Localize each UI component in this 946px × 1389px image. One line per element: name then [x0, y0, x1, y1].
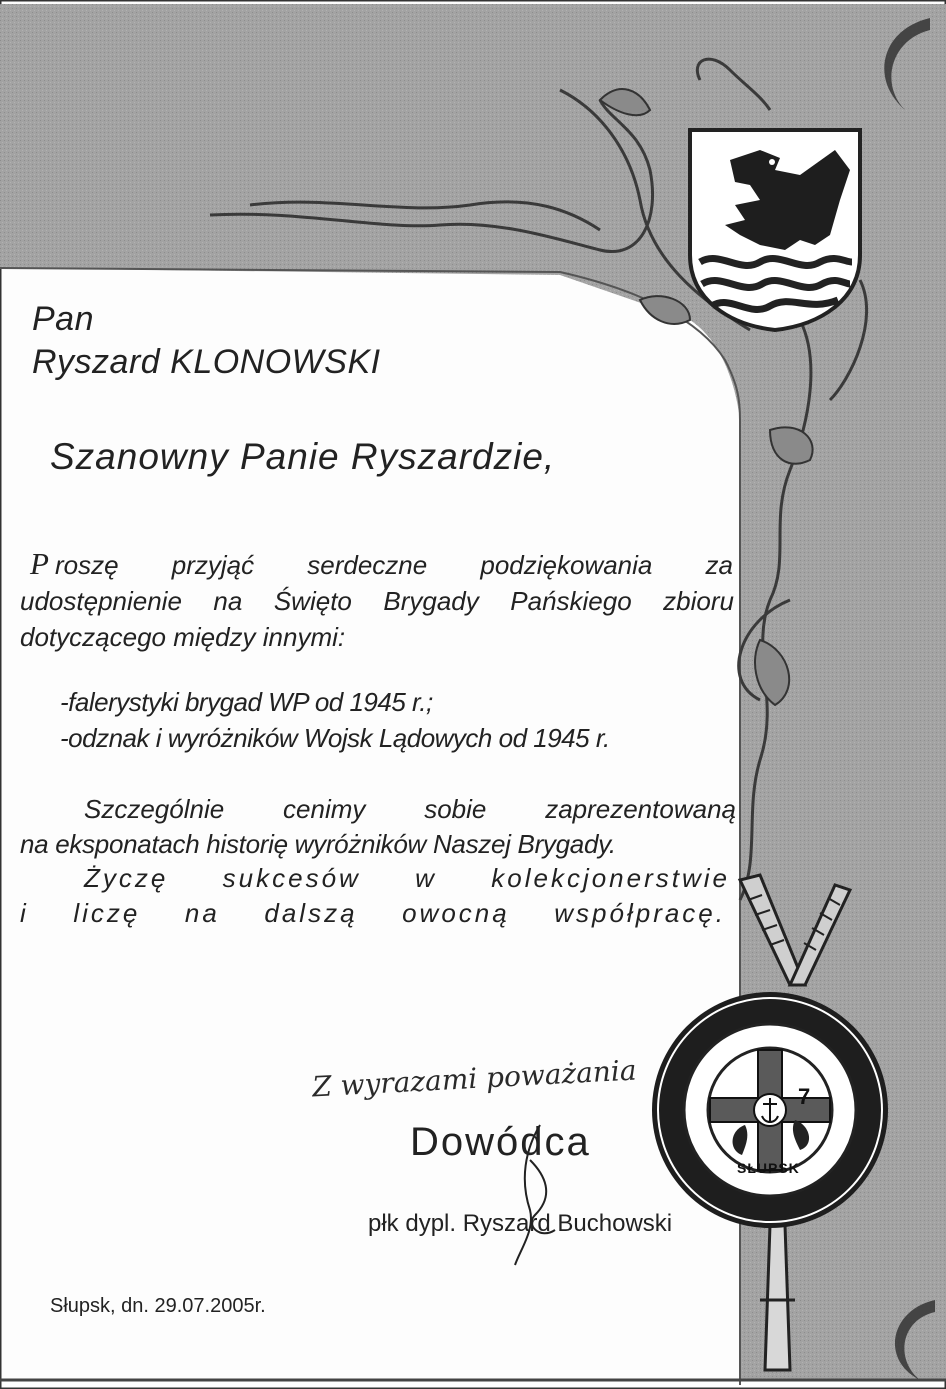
emblem-number: 7 [798, 1084, 811, 1109]
para1-line1-text: roszę przyjąć serdeczne podziękowania za [55, 550, 733, 580]
para2-line2: na eksponatach historię wyróżników Naszej Brygady. [20, 829, 616, 859]
handwritten-note: Z wyrazami poważania [311, 1053, 638, 1104]
unit-emblem [652, 992, 888, 1228]
para3-line2: i liczę na dalszą owocną współpracę. [20, 898, 726, 928]
place-date: Słupsk, dn. 29.07.2005r. [50, 1295, 266, 1317]
para1-line2: udostępnienie na Święto Brygady Pańskiego zbioru [20, 586, 734, 616]
signer-title: Dowódca [410, 1120, 591, 1164]
list-item-1: -falerystyki brygad WP od 1945 r.; [60, 687, 433, 717]
para3-line1: Życzę sukcesów w kolekcjonerstwie [84, 863, 730, 893]
emblem-city: SŁUPSK [737, 1160, 800, 1176]
para1-line3: dotyczącego między innymi: [20, 622, 346, 652]
coat-of-arms [690, 130, 860, 330]
addressee-prefix: Pan [32, 300, 94, 338]
para2-line1: Szczególnie cenimy sobie zaprezentowaną [84, 794, 736, 824]
salutation: Szanowny Panie Ryszardzie, [50, 436, 556, 477]
handwritten-signature [500, 1120, 570, 1270]
addressee-name: Ryszard KLONOWSKI [32, 343, 381, 381]
para1-initial: P [30, 546, 49, 581]
list-item-2: -odznak i wyróżników Wojsk Lądowych od 1945 r. [60, 723, 610, 753]
signer-name: płk dypl. Ryszard Buchowski [368, 1210, 673, 1237]
